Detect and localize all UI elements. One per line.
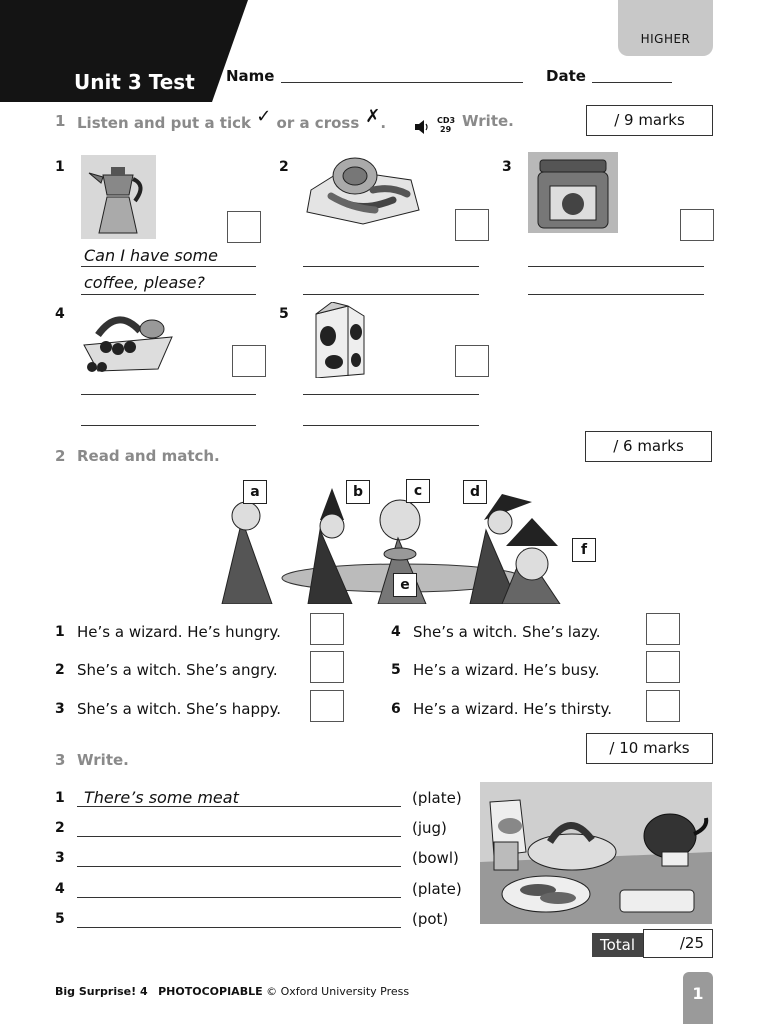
instruction-part-a: Listen and put a tick xyxy=(77,114,251,132)
date-field[interactable] xyxy=(592,82,672,83)
meat-sausages-picture xyxy=(303,150,423,228)
write-number: 1 xyxy=(55,790,65,806)
speaker-icon xyxy=(413,118,431,136)
picture-label-e: e xyxy=(393,573,417,597)
answer-line[interactable] xyxy=(303,425,479,426)
example-answer-line2: coffee, please? xyxy=(84,273,205,292)
cross-symbol: ✗ xyxy=(365,106,381,127)
hint-word: (plate) xyxy=(412,880,462,898)
match-box[interactable] xyxy=(310,613,344,645)
answer-box[interactable] xyxy=(680,209,714,241)
section2-number: 2 xyxy=(55,447,66,465)
footer-text xyxy=(55,985,409,998)
section3-instruction: Write. xyxy=(77,751,129,769)
match-sentence: He’s a wizard. He’s thirsty. xyxy=(413,700,613,718)
food-table-picture xyxy=(480,782,712,924)
answer-line[interactable] xyxy=(81,425,256,426)
section1-number: 1 xyxy=(55,112,66,130)
section1-marks: / 9 marks xyxy=(586,105,713,136)
match-sentence: He’s a wizard. He’s busy. xyxy=(413,661,600,679)
picture-label-d: d xyxy=(463,480,487,504)
sentence-number: 4 xyxy=(391,624,401,640)
coffee-pot-picture xyxy=(81,155,156,239)
match-box[interactable] xyxy=(646,651,680,683)
section1-instruction xyxy=(77,106,387,133)
track-label: 29 xyxy=(440,125,452,134)
section2-instruction: Read and match. xyxy=(77,447,220,465)
cd-label: CD3 xyxy=(437,116,456,125)
match-box[interactable] xyxy=(646,690,680,722)
answer-line[interactable] xyxy=(77,866,401,867)
answer-line[interactable] xyxy=(81,394,256,395)
picture-label-a: a xyxy=(243,480,267,504)
answer-line[interactable] xyxy=(303,394,479,395)
jam-jar-picture xyxy=(528,152,618,233)
match-box[interactable] xyxy=(310,651,344,683)
picture-label-f: f xyxy=(572,538,596,562)
date-label: Date xyxy=(546,67,586,85)
item-number: 1 xyxy=(55,159,65,175)
example-answer: There’s some meat xyxy=(84,788,239,807)
answer-box[interactable] xyxy=(455,345,489,377)
write-number: 3 xyxy=(55,850,65,866)
match-sentence: She’s a witch. She’s lazy. xyxy=(413,623,601,641)
sentence-number: 6 xyxy=(391,701,401,717)
milk-carton-picture xyxy=(304,302,370,378)
answer-line[interactable] xyxy=(303,266,479,267)
name-label: Name xyxy=(226,67,275,85)
write-number: 4 xyxy=(55,881,65,897)
answer-line[interactable] xyxy=(81,266,256,267)
section1-instruction-write: Write. xyxy=(462,112,514,130)
copyright-notice: © Oxford University Press xyxy=(266,985,410,998)
answer-box[interactable] xyxy=(455,209,489,241)
item-number: 2 xyxy=(279,159,289,175)
answer-line[interactable] xyxy=(303,294,479,295)
section2-marks: / 6 marks xyxy=(585,431,712,462)
answer-line[interactable] xyxy=(77,927,401,928)
answer-line[interactable] xyxy=(77,836,401,837)
sentence-number: 2 xyxy=(55,662,65,678)
book-title: Big Surprise! 4 xyxy=(55,985,148,998)
fruit-basket-picture xyxy=(78,305,180,375)
answer-line[interactable] xyxy=(77,897,401,898)
picture-label-b: b xyxy=(346,480,370,504)
test-title: Unit 3 Test xyxy=(74,70,195,94)
hint-word: (jug) xyxy=(412,819,447,837)
hint-word: (plate) xyxy=(412,789,462,807)
section3-number: 3 xyxy=(55,751,66,769)
section3-marks: / 10 marks xyxy=(586,733,713,764)
sentence-number: 3 xyxy=(55,701,65,717)
answer-line[interactable] xyxy=(528,266,704,267)
instruction-part-c: . xyxy=(380,114,387,132)
hint-word: (pot) xyxy=(412,910,449,928)
item-number: 5 xyxy=(279,306,289,322)
level-tab xyxy=(618,0,713,56)
match-sentence: He’s a wizard. He’s hungry. xyxy=(77,623,281,641)
total-label: Total xyxy=(592,933,643,957)
sentence-number: 1 xyxy=(55,624,65,640)
tick-symbol: ✓ xyxy=(256,106,272,127)
instruction-part-b: or a cross xyxy=(276,114,360,132)
example-answer-line1: Can I have some xyxy=(84,246,218,265)
page-number: 1 xyxy=(692,984,704,1003)
answer-line[interactable] xyxy=(81,294,256,295)
match-box[interactable] xyxy=(646,613,680,645)
total-score-box[interactable]: /25 xyxy=(643,929,713,958)
answer-box[interactable] xyxy=(227,211,261,243)
answer-line[interactable] xyxy=(528,294,704,295)
match-sentence: She’s a witch. She’s angry. xyxy=(77,661,278,679)
answer-box[interactable] xyxy=(232,345,266,377)
match-box[interactable] xyxy=(310,690,344,722)
picture-label-c: c xyxy=(406,479,430,503)
match-sentence: She’s a witch. She’s happy. xyxy=(77,700,282,718)
name-field[interactable] xyxy=(281,82,523,83)
hint-word: (bowl) xyxy=(412,849,459,867)
answer-line[interactable] xyxy=(77,806,401,807)
item-number: 3 xyxy=(502,159,512,175)
write-number: 5 xyxy=(55,911,65,927)
item-number: 4 xyxy=(55,306,65,322)
sentence-number: 5 xyxy=(391,662,401,678)
level-label: HIGHER xyxy=(640,32,691,46)
write-number: 2 xyxy=(55,820,65,836)
photocopiable-label: PHOTOCOPIABLE xyxy=(158,985,263,998)
